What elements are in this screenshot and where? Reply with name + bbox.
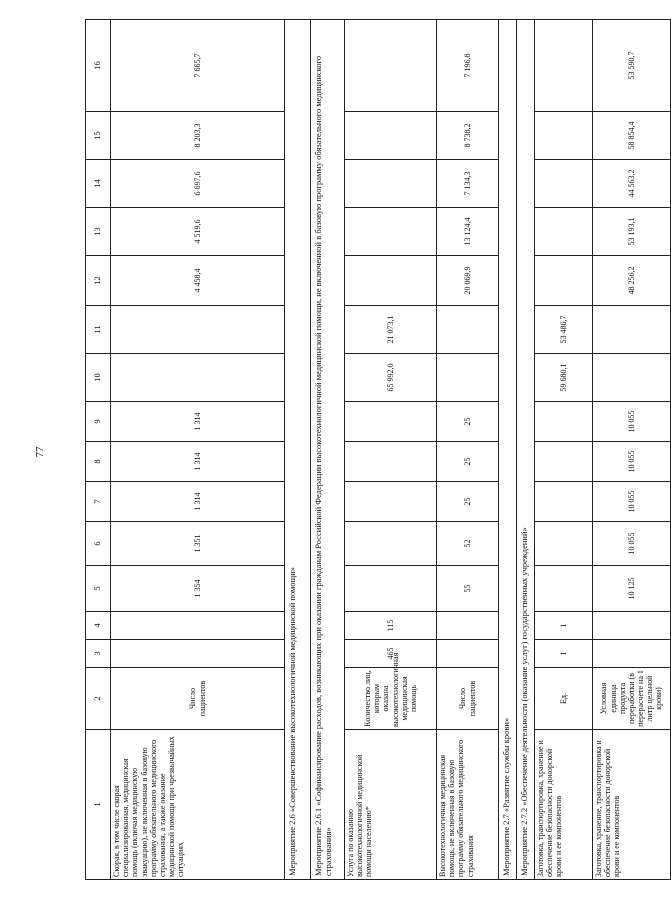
value-cell [111,306,285,354]
value-cell: 8 203,3 [111,112,285,160]
value-cell [535,208,593,256]
unit-cell: Число пациентов [111,668,285,730]
unit-cell: Ед. [535,668,593,730]
value-cell [345,20,437,112]
value-cell: 48 256,2 [593,256,671,306]
value-cell: 1 314 [111,442,285,482]
value-cell: 53 486,7 [535,306,593,354]
value-cell [345,256,437,306]
unit-cell: Количество лиц, которым оказана высокотехнологичная медицинская помощь [345,668,437,730]
value-cell [437,306,499,354]
value-cell: 7 665,7 [111,20,285,112]
service-name-cell: Заготовка, хранение, транспортировка и обеспечение безопасности донорской крови и ее компонентов [593,730,671,880]
unit-cell: Условная единица продукта переработки (в перерасчете на 1 литр цельной крови) [593,668,671,730]
value-cell: 21 073,1 [345,306,437,354]
value-cell [345,160,437,208]
service-name-cell: Услуга по оказанию высокотехнологичной медицинской помощи населению* [345,730,437,880]
value-cell [535,482,593,522]
program-indicators-table [85,19,671,880]
value-cell [535,256,593,306]
column-number: 10 [86,354,111,402]
column-number: 4 [86,612,111,640]
page-number: 77 [34,446,46,458]
value-cell: 58 854,4 [593,112,671,160]
value-cell [593,306,671,354]
section-title: Мероприятие 2.6.1 «Софинансирование расходов, возникающих при оказании гражданам Российской Федерации высокотехнологичной медицинской помощи, не включенной в базовую программу обязательного медицинского страхования» [311,20,345,880]
value-cell: 10 055 [593,442,671,482]
value-cell: 10 055 [593,482,671,522]
value-cell [111,354,285,402]
section-row [499,20,517,880]
value-cell [535,402,593,442]
column-number: 1 [86,730,111,880]
section-title: Мероприятие 2.7 «Развитие службы крови» [499,20,517,880]
value-cell [345,566,437,612]
value-cell [111,612,285,640]
value-cell [593,640,671,668]
value-cell: 8 738,2 [437,112,499,160]
service-name-cell: Высокотехнологичная медицинская помощь, не включенная в базовую программу обязательного медицинского страхования [437,730,499,880]
value-cell: 4 458,4 [111,256,285,306]
value-cell: 52 [437,522,499,566]
column-number: 13 [86,208,111,256]
section-row [285,20,311,880]
column-number: 2 [86,668,111,730]
value-cell: 25 [437,402,499,442]
value-cell: 20 069,9 [437,256,499,306]
value-cell: 65 992,0 [345,354,437,402]
value-cell [535,522,593,566]
value-cell [535,112,593,160]
value-cell [437,354,499,402]
column-number: 5 [86,566,111,612]
value-cell [345,482,437,522]
value-cell: 115 [345,612,437,640]
value-cell [593,612,671,640]
column-number: 16 [86,20,111,112]
value-cell [535,566,593,612]
value-cell [345,442,437,482]
column-number: 6 [86,522,111,566]
table-row [535,20,593,880]
value-cell: 10 055 [593,402,671,442]
value-cell [345,402,437,442]
section-row [517,20,535,880]
section-title: Мероприятие 2.7.2 «Обеспечение деятельности (оказание услуг) государственных учреждений» [517,20,535,880]
table-row [345,20,437,880]
value-cell [535,160,593,208]
table-row [593,20,671,880]
column-number: 9 [86,402,111,442]
column-number: 11 [86,306,111,354]
value-cell: 53 590,7 [593,20,671,112]
section-title: Мероприятие 2.6 «Совершенствование высокотехнологичной медицинской помощи» [285,20,311,880]
value-cell: 59 680,1 [535,354,593,402]
value-cell [593,354,671,402]
value-cell [535,20,593,112]
value-cell: 10 055 [593,522,671,566]
value-cell [437,612,499,640]
section-row [311,20,345,880]
value-cell [345,112,437,160]
service-name-cell: Заготовка, транспортировка, хранение и обеспечение безопасности донорской крови и ее компонентов [535,730,593,880]
column-number: 7 [86,482,111,522]
value-cell: 4 519,6 [111,208,285,256]
unit-cell: Число пациентов [437,668,499,730]
value-cell: 44 563,2 [593,160,671,208]
column-number: 3 [86,640,111,668]
column-number: 8 [86,442,111,482]
value-cell [345,208,437,256]
value-cell: 1 351 [111,522,285,566]
value-cell: 55 [437,566,499,612]
value-cell: 1 [535,612,593,640]
value-cell: 465 [345,640,437,668]
value-cell [111,640,285,668]
column-number: 14 [86,160,111,208]
value-cell [345,522,437,566]
table-row [437,20,499,880]
value-cell: 53 193,1 [593,208,671,256]
table-row [111,20,285,880]
value-cell: 7 196,8 [437,20,499,112]
value-cell: 13 124,4 [437,208,499,256]
header-row [86,20,111,880]
value-cell: 6 697,6 [111,160,285,208]
value-cell [535,442,593,482]
service-name-cell: Скорая, в том числе скорая специализированная, медицинская помощь (включая медицинскую эвакуацию), не включенная в базовую программу обязательного медицинского страхования, а также оказание медицинской помощи при чрезвычайных ситуациях [111,730,285,880]
value-cell: 1 314 [111,482,285,522]
value-cell: 1 354 [111,566,285,612]
value-cell [437,640,499,668]
column-number: 15 [86,112,111,160]
value-cell: 10 125 [593,566,671,612]
value-cell: 7 134,3 [437,160,499,208]
value-cell: 1 [535,640,593,668]
rotated-table-area [85,20,664,880]
value-cell: 25 [437,482,499,522]
value-cell: 1 314 [111,402,285,442]
value-cell: 25 [437,442,499,482]
column-number: 12 [86,256,111,306]
